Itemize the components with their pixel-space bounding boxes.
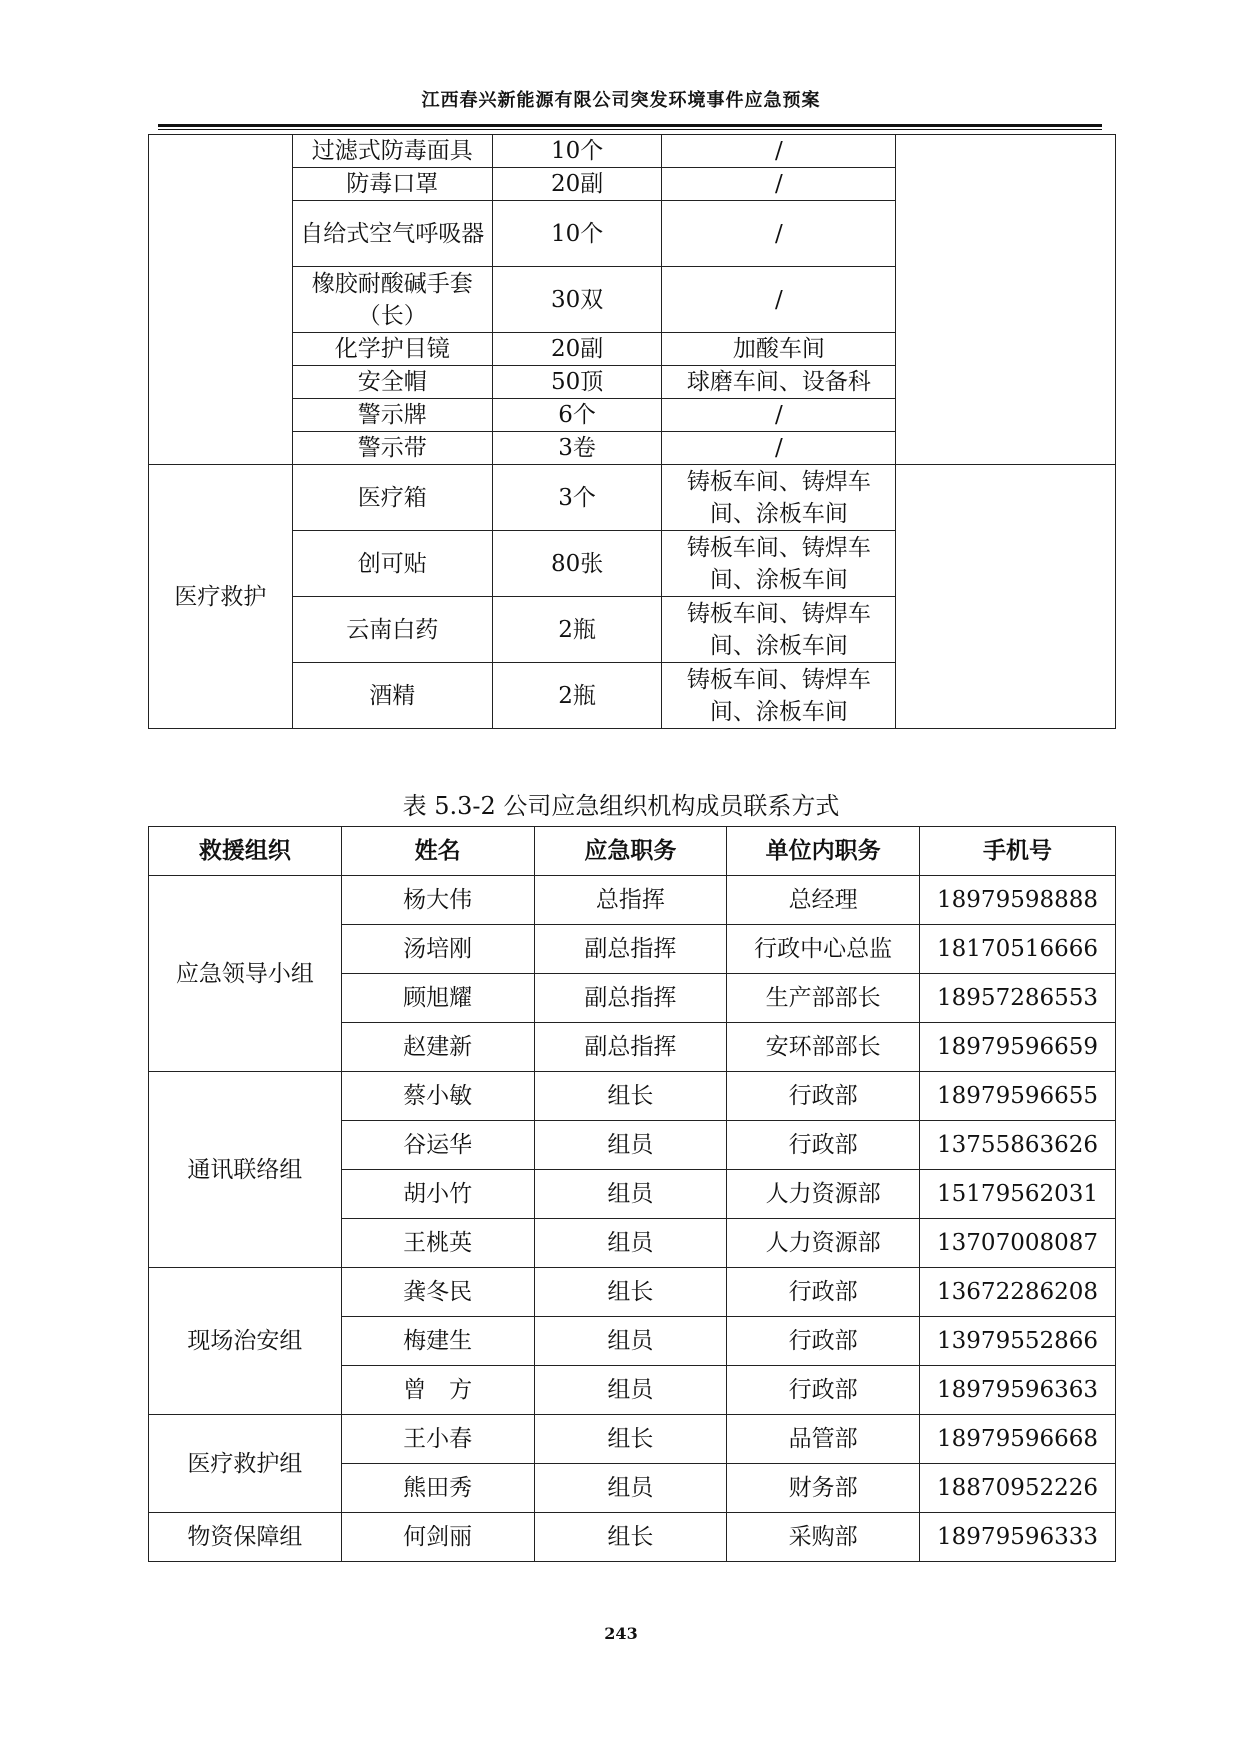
member-name-cell: 蔡小敏 [341, 1072, 534, 1121]
member-name-cell: 赵建新 [341, 1023, 534, 1072]
table-header-row [149, 827, 1116, 876]
location-cell: 加酸车间 [662, 333, 896, 366]
member-name-cell: 汤培刚 [341, 925, 534, 974]
emergency-role-cell: 组员 [534, 1366, 727, 1415]
phone-cell: 18979596668 [920, 1415, 1116, 1464]
position-cell: 安环部部长 [727, 1023, 920, 1072]
location-cell: 铸板车间、铸焊车间、涂板车间 [662, 531, 896, 597]
phone-cell: 18979598888 [920, 876, 1116, 925]
remark-cell [896, 465, 1116, 729]
phone-cell: 18979596659 [920, 1023, 1116, 1072]
table-row [149, 135, 1116, 168]
emergency-role-cell: 组员 [534, 1317, 727, 1366]
position-cell: 行政部 [727, 1366, 920, 1415]
phone-cell: 18979596363 [920, 1366, 1116, 1415]
position-cell: 采购部 [727, 1513, 920, 1562]
column-header: 手机号 [920, 827, 1116, 876]
table-row [149, 1072, 1116, 1121]
emergency-role-cell: 副总指挥 [534, 974, 727, 1023]
member-name-cell: 顾旭耀 [341, 974, 534, 1023]
position-cell: 总经理 [727, 876, 920, 925]
category-cell: 医疗救护 [149, 465, 293, 729]
position-cell: 行政部 [727, 1268, 920, 1317]
location-cell: / [662, 399, 896, 432]
group-name-cell: 应急领导小组 [149, 876, 342, 1072]
emergency-contacts-table [148, 826, 1116, 1562]
item-cell: 防毒口罩 [292, 168, 492, 201]
table-caption: 表 5.3-2 公司应急组织机构成员联系方式 [402, 792, 840, 820]
emergency-role-cell: 组员 [534, 1121, 727, 1170]
qty-cell: 30双 [492, 267, 662, 333]
member-name-cell: 杨大伟 [341, 876, 534, 925]
table-row [149, 1268, 1116, 1317]
position-cell: 行政部 [727, 1121, 920, 1170]
qty-cell: 2瓶 [492, 663, 662, 729]
qty-cell: 2瓶 [492, 597, 662, 663]
group-name-cell: 通讯联络组 [149, 1072, 342, 1268]
location-cell: / [662, 201, 896, 267]
page-number: 243 [604, 1624, 638, 1643]
position-cell: 行政部 [727, 1317, 920, 1366]
table-row [149, 1415, 1116, 1464]
phone-cell: 18979596655 [920, 1072, 1116, 1121]
phone-cell: 18957286553 [920, 974, 1116, 1023]
position-cell: 生产部部长 [727, 974, 920, 1023]
qty-cell: 6个 [492, 399, 662, 432]
emergency-role-cell: 组员 [534, 1170, 727, 1219]
phone-cell: 18170516666 [920, 925, 1116, 974]
position-cell: 品管部 [727, 1415, 920, 1464]
qty-cell: 20副 [492, 333, 662, 366]
location-cell: 铸板车间、铸焊车间、涂板车间 [662, 663, 896, 729]
emergency-role-cell: 组长 [534, 1268, 727, 1317]
table-row [149, 876, 1116, 925]
qty-cell: 50顶 [492, 366, 662, 399]
item-cell: 警示带 [292, 432, 492, 465]
emergency-role-cell: 组长 [534, 1072, 727, 1121]
page-header-title: 江西春兴新能源有限公司突发环境事件应急预案 [421, 90, 821, 111]
member-name-cell: 曾 方 [341, 1366, 534, 1415]
member-name-cell: 何剑丽 [341, 1513, 534, 1562]
location-cell: / [662, 267, 896, 333]
emergency-role-cell: 副总指挥 [534, 1023, 727, 1072]
location-cell: / [662, 168, 896, 201]
phone-cell: 18870952226 [920, 1464, 1116, 1513]
location-cell: / [662, 135, 896, 168]
remark-cell [896, 135, 1116, 465]
member-name-cell: 梅建生 [341, 1317, 534, 1366]
item-cell: 过滤式防毒面具 [292, 135, 492, 168]
phone-cell: 13707008087 [920, 1219, 1116, 1268]
position-cell: 财务部 [727, 1464, 920, 1513]
category-cell [149, 135, 293, 465]
phone-cell: 13672286208 [920, 1268, 1116, 1317]
position-cell: 行政中心总监 [727, 925, 920, 974]
phone-cell: 15179562031 [920, 1170, 1116, 1219]
position-cell: 人力资源部 [727, 1219, 920, 1268]
phone-cell: 13979552866 [920, 1317, 1116, 1366]
member-name-cell: 王小春 [341, 1415, 534, 1464]
emergency-role-cell: 总指挥 [534, 876, 727, 925]
location-cell: 球磨车间、设备科 [662, 366, 896, 399]
emergency-role-cell: 副总指挥 [534, 925, 727, 974]
table-row [149, 465, 1116, 531]
member-name-cell: 龚冬民 [341, 1268, 534, 1317]
emergency-role-cell: 组员 [534, 1464, 727, 1513]
phone-cell: 13755863626 [920, 1121, 1116, 1170]
emergency-role-cell: 组长 [534, 1415, 727, 1464]
member-name-cell: 王桃英 [341, 1219, 534, 1268]
emergency-equipment-table [148, 134, 1116, 729]
item-cell: 警示牌 [292, 399, 492, 432]
qty-cell: 3卷 [492, 432, 662, 465]
item-cell: 医疗箱 [292, 465, 492, 531]
group-name-cell: 物资保障组 [149, 1513, 342, 1562]
item-cell: 酒精 [292, 663, 492, 729]
position-cell: 行政部 [727, 1072, 920, 1121]
item-cell: 云南白药 [292, 597, 492, 663]
emergency-role-cell: 组员 [534, 1219, 727, 1268]
qty-cell: 10个 [492, 201, 662, 267]
position-cell: 人力资源部 [727, 1170, 920, 1219]
header-rule [158, 124, 1102, 130]
qty-cell: 3个 [492, 465, 662, 531]
column-header: 救援组织 [149, 827, 342, 876]
qty-cell: 80张 [492, 531, 662, 597]
item-cell: 安全帽 [292, 366, 492, 399]
group-name-cell: 现场治安组 [149, 1268, 342, 1415]
table-row [149, 1513, 1116, 1562]
location-cell: / [662, 432, 896, 465]
location-cell: 铸板车间、铸焊车间、涂板车间 [662, 597, 896, 663]
member-name-cell: 谷运华 [341, 1121, 534, 1170]
item-cell: 橡胶耐酸碱手套（长） [292, 267, 492, 333]
item-cell: 创可贴 [292, 531, 492, 597]
item-cell: 自给式空气呼吸器 [292, 201, 492, 267]
emergency-role-cell: 组长 [534, 1513, 727, 1562]
qty-cell: 10个 [492, 135, 662, 168]
phone-cell: 18979596333 [920, 1513, 1116, 1562]
column-header: 单位内职务 [727, 827, 920, 876]
column-header: 姓名 [341, 827, 534, 876]
member-name-cell: 胡小竹 [341, 1170, 534, 1219]
location-cell: 铸板车间、铸焊车间、涂板车间 [662, 465, 896, 531]
column-header: 应急职务 [534, 827, 727, 876]
qty-cell: 20副 [492, 168, 662, 201]
member-name-cell: 熊田秀 [341, 1464, 534, 1513]
item-cell: 化学护目镜 [292, 333, 492, 366]
group-name-cell: 医疗救护组 [149, 1415, 342, 1513]
